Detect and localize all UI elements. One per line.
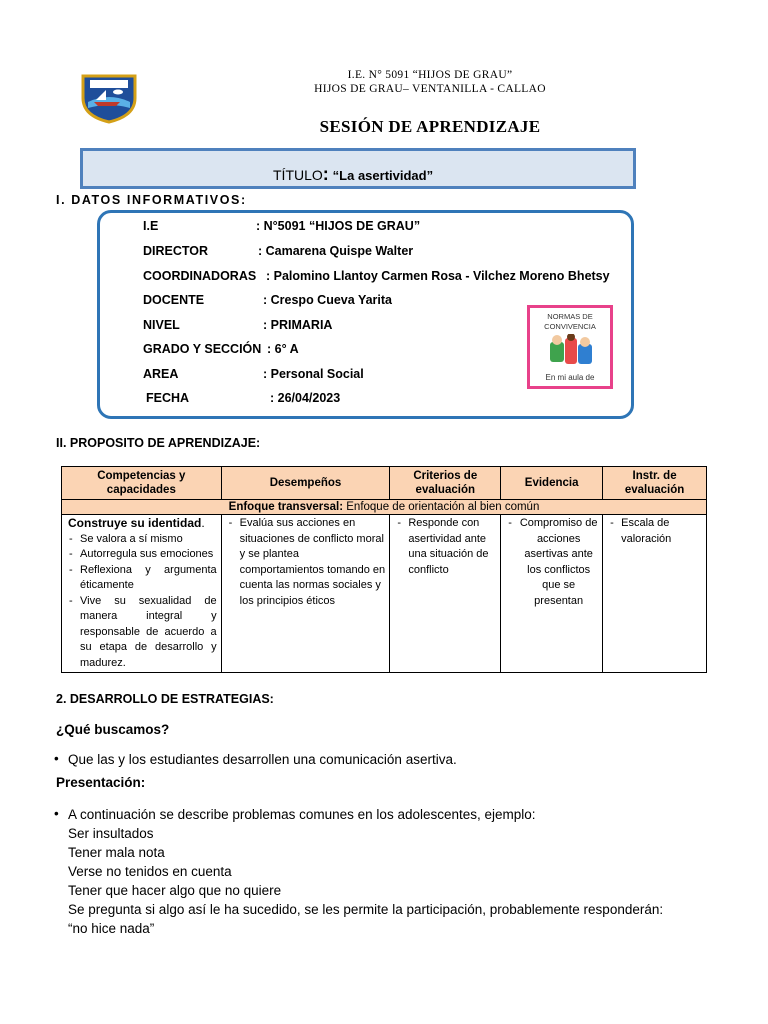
desempeno-cell bbox=[221, 515, 390, 673]
poster-subtitle: En mi aula de bbox=[545, 373, 595, 382]
competencia-cell: Construye su identidad. - Se valora a sí mismo - Autorregula sus emociones - Reflexiona y argumenta éticamente - Vive su sexualidad de manera integral y responsable de acuerdo a su etapa de desarrollo y madurez. bbox=[62, 515, 222, 673]
section-heading-proposito: II. PROPOSITO DE APRENDIZAJE: bbox=[56, 436, 261, 450]
info-value: : Crespo Cueva Yarita bbox=[263, 293, 392, 307]
capacidad-item: - Se valora a sí mismo bbox=[66, 532, 217, 548]
evidencia-text: - Compromiso de acciones asertivas ante los conflictos que se presentan bbox=[505, 516, 598, 609]
info-label: COORDINADORAS bbox=[143, 269, 257, 283]
criterio-text: - Responde con asertividad ante una situación de conflicto bbox=[394, 516, 496, 578]
title-colon: : bbox=[322, 164, 329, 184]
poster-title: NORMAS DE CONVIVENCIA bbox=[544, 312, 596, 331]
bullet-icon: • bbox=[54, 751, 59, 766]
presentacion-heading: Presentación: bbox=[56, 775, 146, 790]
que-buscamos-heading: ¿Qué buscamos? bbox=[56, 722, 170, 737]
school-name-line: I.E. N° 5091 “HIJOS DE GRAU” bbox=[347, 69, 513, 81]
header-desempenos: Desempeños bbox=[221, 467, 390, 500]
info-value: : 6° A bbox=[267, 342, 299, 356]
bullet-icon: • bbox=[54, 806, 59, 821]
capacidad-item: - Vive su sexualidad de manera integral y responsable de acuerdo a su etapa de desarrollo y madurez. bbox=[66, 594, 217, 672]
header-evidencia: Evidencia bbox=[501, 467, 603, 500]
info-label: FECHA bbox=[146, 391, 190, 405]
session-title: “La asertividad” bbox=[332, 168, 434, 183]
competencia-name: Construye su identidad bbox=[68, 516, 202, 530]
school-location-line: HIJOS DE GRAU– VENTANILLA - CALLAO bbox=[314, 83, 546, 95]
info-value: : 26/04/2023 bbox=[270, 391, 341, 405]
instrumento-cell bbox=[603, 515, 707, 673]
capacidad-item: - Autorregula sus emociones bbox=[66, 547, 217, 563]
info-label: DOCENTE bbox=[143, 293, 205, 307]
example-item: Verse no tenidos en cuenta bbox=[68, 864, 232, 879]
header-criterios: Criterios de evaluación bbox=[390, 467, 501, 500]
info-label: DIRECTOR bbox=[143, 244, 209, 258]
children-illustration-icon bbox=[548, 334, 594, 370]
goal-text: Que las y los estudiantes desarrollen una comunicación asertiva. bbox=[68, 752, 457, 767]
enfoque-label: Enfoque transversal: bbox=[228, 501, 344, 513]
session-title-box bbox=[80, 148, 636, 189]
normas-convivencia-image bbox=[527, 305, 613, 389]
info-value: : Personal Social bbox=[263, 367, 364, 381]
desempeno-text: - Evalúa sus acciones en situaciones de conflicto moral y se plantea comportamientos tomando en cuenta las normas sociales y los principios éticos bbox=[226, 516, 386, 609]
info-label: I.E bbox=[143, 219, 159, 233]
example-item: Ser insultados bbox=[68, 826, 154, 841]
example-item: Tener mala nota bbox=[68, 845, 165, 860]
info-label: AREA bbox=[143, 367, 179, 381]
enfoque-transversal-row bbox=[62, 500, 707, 515]
info-value: : Palomino Llantoy Carmen Rosa - Vilchez Moreno Bhetsy bbox=[266, 269, 610, 283]
instrumento-text: - Escala de valoración bbox=[607, 516, 702, 547]
info-value: : PRIMARIA bbox=[263, 318, 333, 332]
evidencia-cell bbox=[501, 515, 603, 673]
info-label: GRADO Y SECCIÓN bbox=[143, 342, 262, 356]
closing-text: Se pregunta si algo así le ha sucedido, se les permite la participación, probablemente responderán: bbox=[68, 902, 664, 917]
capacidades-list bbox=[66, 532, 217, 672]
criterio-cell bbox=[390, 515, 501, 673]
section-heading-datos: I. DATOS INFORMATIVOS: bbox=[56, 193, 247, 207]
example-item: Tener que hacer algo que no quiere bbox=[68, 883, 282, 898]
capacidad-item: - Reflexiona y argumenta éticamente bbox=[66, 563, 217, 594]
intro-text: A continuación se describe problemas comunes en los adolescentes, ejemplo: bbox=[68, 807, 536, 822]
enfoque-value: Enfoque de orientación al bien común bbox=[343, 501, 540, 513]
document-title: SESIÓN DE APRENDIZAJE bbox=[319, 117, 541, 136]
info-value: : N°5091 “HIJOS DE GRAU” bbox=[256, 219, 421, 233]
section-heading-desarrollo: 2. DESARROLLO DE ESTRATEGIAS: bbox=[56, 692, 274, 706]
closing-quote: “no hice nada” bbox=[68, 921, 155, 936]
info-label: NIVEL bbox=[143, 318, 180, 332]
header-competencias: Competencias y capacidades bbox=[62, 467, 222, 500]
title-label: TÍTULO bbox=[273, 167, 323, 183]
info-value: : Camarena Quispe Walter bbox=[258, 244, 414, 258]
header-instrumento: Instr. de evaluación bbox=[603, 467, 707, 500]
competencies-table bbox=[61, 466, 707, 673]
school-crest-logo bbox=[80, 72, 138, 124]
